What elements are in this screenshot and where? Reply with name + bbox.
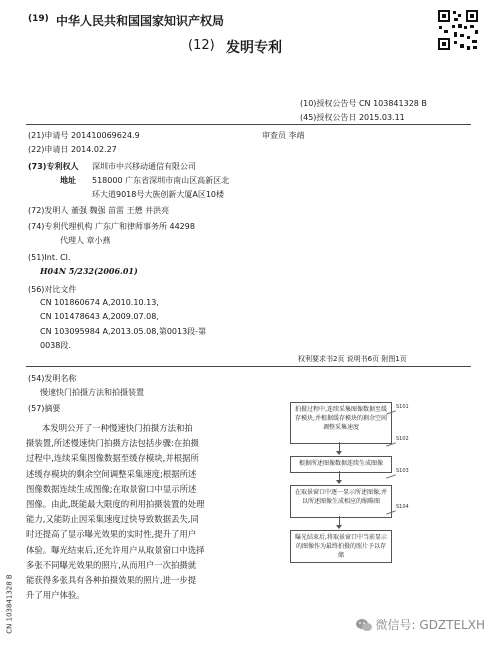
- reference-3-cont: 0038段.: [40, 341, 71, 350]
- reference-3: CN 103095984 A,2013.05.08,第0013段-第: [40, 327, 207, 336]
- abstract-line: 体验。曝光结束后,还允许用户从取景窗口中选择: [26, 544, 205, 555]
- abstract-line: 多张不同曝光效果的照片,从而用户一次拍摄就: [26, 559, 197, 570]
- address-line-2: 环大道9018号大族创新大厦A区10楼: [92, 190, 225, 199]
- publication-number: (10)授权公告号 CN 103841328 B: [300, 99, 427, 108]
- abstract-line: 图像数据连续生成图像;在取景窗口中显示所述: [26, 483, 197, 494]
- arrow-head-icon: [336, 451, 342, 455]
- references-label: (56)对比文件: [28, 285, 77, 294]
- inventors: (72)发明人 董强 魏强 苗雷 王懋 井洪亮: [28, 206, 170, 215]
- abstract-line: 述缓存模块的剩余空间调整采集速度;根据所述: [26, 468, 197, 479]
- flow-step-4: 曝光结束后,将取景窗口中当前显示的图像作为最终拍摄的照片予以存储: [290, 530, 392, 563]
- abstract-line: 图像。由此,既能最大限度的利用拍摄装置的处理: [26, 499, 205, 510]
- invention-title: 慢速快门拍摄方法和拍摄装置: [40, 388, 144, 397]
- address-line-1: 518000 广东省深圳市南山区高新区北: [92, 176, 230, 185]
- title-label: (54)发明名称: [28, 374, 77, 383]
- address-label: 地址: [60, 176, 76, 185]
- publication-date: (45)授权公告日 2015.03.11: [300, 113, 405, 122]
- step-tick: [386, 474, 396, 478]
- abstract-line: 过程中,连续采集图像数据至缓存模块,并根据所: [26, 453, 199, 464]
- reference-1: CN 101860674 A,2010.10.13,: [40, 298, 159, 307]
- side-publication-number: [4, 574, 18, 640]
- office-number: (19): [28, 14, 49, 24]
- step-label-3: S103: [396, 468, 409, 474]
- abstract-line: 能获得多张具有各种拍摄效果的照片,进一步提: [26, 575, 197, 586]
- wechat-icon: [356, 618, 372, 632]
- abstract-body: [26, 421, 288, 603]
- abstract-line: 升了用户体验。: [26, 590, 85, 601]
- reference-2: CN 101478643 A,2009.07.08,: [40, 312, 159, 321]
- abstract-line: 能力,又能防止因采集速度过快导致数据丢失,同: [26, 514, 199, 525]
- step-label-1: S101: [396, 404, 409, 410]
- agent: 代理人 章小燕: [60, 236, 111, 245]
- intcl-label: (51)Int. Cl.: [28, 253, 71, 262]
- abstract-line: 摄装置,所述慢速快门拍摄方法包括步骤:在拍摄: [26, 438, 199, 449]
- biblio-divider: [26, 366, 471, 367]
- application-date: (22)申请日 2014.02.27: [28, 145, 117, 154]
- examiner: 审查员 李靖: [262, 131, 305, 140]
- abstract-label: (57)摘要: [28, 404, 61, 413]
- arrow-head-icon: [336, 480, 342, 484]
- claims-info: 权利要求书2页 说明书6页 附图1页: [298, 355, 407, 363]
- intcl-value: H04N 5/232(2006.01): [40, 266, 138, 276]
- holder-value: 深圳市中兴移动通信有限公司: [92, 162, 196, 171]
- doc-kind-title: 发明专利: [226, 40, 282, 56]
- side-text: CN 103841328 B: [5, 574, 14, 634]
- arrow-head-icon: [336, 525, 342, 529]
- application-number: (21)申请号 201410069624.9: [28, 131, 140, 140]
- office-title: 中华人民共和国国家知识产权局: [56, 14, 225, 28]
- abstract-line: 本发明公开了一种慢速快门拍摄方法和拍: [42, 423, 193, 433]
- flow-step-1: 拍摄过程中,连续采集图像数据至缓存模块,并根据缓存模块的剩余空间调整采集速度: [290, 402, 392, 444]
- qr-code: [436, 8, 480, 52]
- doc-kind-number: (12): [188, 38, 215, 53]
- abstract-line: 时还提高了显示曝光效果的实时性,提升了用户: [26, 529, 197, 540]
- wechat-watermark: [356, 616, 485, 633]
- watermark-text: 微信号: GDZTELXH: [375, 618, 485, 632]
- agency: (74)专利代理机构 广东广和律师事务所 44298: [28, 222, 195, 231]
- step-label-2: S102: [396, 436, 409, 442]
- step-label-4: S104: [396, 504, 409, 510]
- flow-step-3: 在取景窗口中逐一显示所述图像,并以所述图像生成相应的缩略图: [290, 485, 392, 518]
- flow-step-2: 根据所述图像数据连续生成图像: [290, 456, 392, 473]
- header-divider: [26, 124, 471, 125]
- holder-label: (73)专利权人: [28, 162, 79, 171]
